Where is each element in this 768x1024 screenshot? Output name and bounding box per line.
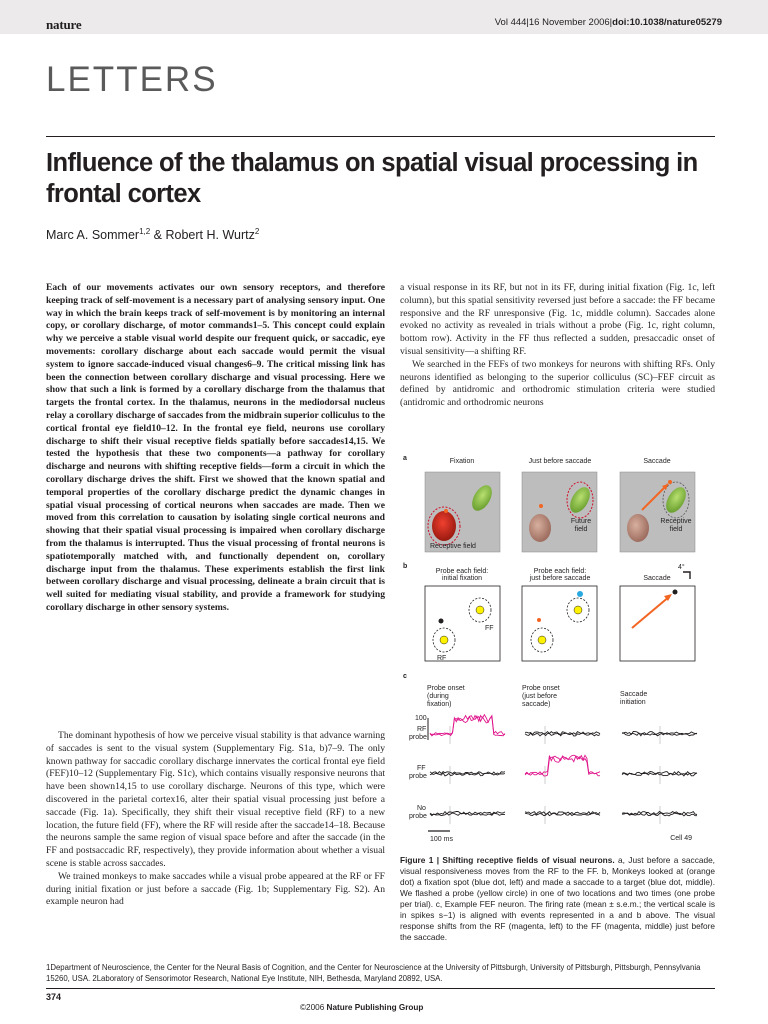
trace-line xyxy=(430,772,505,775)
row-label-ff-1: FF xyxy=(417,765,426,772)
c-col2-line3: saccade) xyxy=(522,701,551,708)
c-col3-line2: initiation xyxy=(620,699,646,706)
issue-info xyxy=(495,17,722,28)
abstract-text: Each of our movements activates our own sensory receptors, and therefore keeping track of self-movement is a necessary part of analysing sensory input. One way in which the brain keeps track of self-movement is by monitoring an internal copy, or corollary discharge, of motor commands1–5. This concept could explain why we perceive a stable visual world despite our frequent quick, or saccadic, eye movements: corollary discharge about each saccade would permit the visual system to ignore saccade-induced visual changes6–9. The critical missing link has been the connection between corollary discharge and visual processing. Here we show that such a link is formed by a corollary discharge from the thalamus that targets the frontal cortex. In the thalamus, neurons in the mediodorsal nucleus relay a corollary discharge of saccades from the midbrain superior colliculus to the cortical frontal eye field10–12. In the frontal eye field, neurons use corollary discharge to shift their visual receptive fields spatially before saccades14,15. We tested the hypothesis that these two components—a pathway for corollary discharge and neurons with shifting receptive fields—form a circuit in which the corollary discharge drives the shift. First we showed that the known spatial and temporal properties of the corollary discharge predict the dynamic changes in spatial visual processing of cortical neurons when saccades are made. Then we moved from this correlation to causation by isolating single cortical neurons and showing that their spatial visual processing is impaired when corollary discharge from the thalamus is interrupted. Thus the visual processing of frontal neurons is spatiotemporally matched with, and functionally dependent on, corollary discharge input from the thalamus. These experiments establish the first link between corollary discharge and visual processing, delineate a brain circuit that is well suited for mediating visual stability, and provide a framework for studying corollary discharge in other sensory systems. xyxy=(46,282,385,613)
panel-b-before xyxy=(522,586,597,661)
label-receptive-field: Receptive field xyxy=(430,543,476,550)
label-receptive: Receptive xyxy=(660,518,692,525)
caption-label: Figure 1 | Shifting receptive fields of visual neurons. xyxy=(400,855,615,865)
publisher: Nature Publishing Group xyxy=(326,1003,424,1012)
body-right-column xyxy=(400,282,715,410)
probe-icon xyxy=(440,636,448,644)
abstract xyxy=(46,282,385,615)
probe-icon xyxy=(476,606,484,614)
label-future: Future xyxy=(570,518,592,525)
c-col3-line1: Saccade xyxy=(620,691,648,698)
y-scale-label: 100 xyxy=(415,715,427,722)
b-col2-line1: Probe each field: xyxy=(533,568,587,575)
b-col2-line2: just before saccade xyxy=(529,575,591,582)
title-rule xyxy=(46,136,715,137)
brain-icon xyxy=(529,514,551,542)
affiliations-footnote: 1Department of Neuroscience, the Center for the Neural Basis of Cognition, and the Center for Neuroscience at the University of Pittsburgh, University of Pittsburgh, Pittsburgh, Pennsylvania 15260, USA. 2Laboratory of Sensorimotor Research, National Eye Institute, NIH, Bethesda, Maryland 20892, USA. xyxy=(46,963,701,983)
brain-icon xyxy=(627,514,649,542)
b-col3: Saccade xyxy=(643,575,671,582)
section-heading: LETTERS xyxy=(46,60,218,99)
copyright xyxy=(300,1003,423,1012)
row-label-ff-2: probe xyxy=(409,773,427,780)
author-joiner: & xyxy=(150,228,166,242)
fixation-dot-icon xyxy=(537,618,541,622)
col-title-fixation: Fixation xyxy=(449,458,475,465)
trace-line xyxy=(430,715,505,735)
panel-c-label: c xyxy=(403,673,407,680)
body-paragraph: We searched in the FEFs of two monkeys for neurons with shifting RFs. Only neurons identified as belonging to the superior colliculus (SC)–FEF circuit as defined by antidromic and orthodromic stimulation criteria were studied (antidromic and orthodromic neurons xyxy=(400,358,715,409)
row-label-none-2: probe xyxy=(409,813,427,820)
c-col1-line3: fixation) xyxy=(427,701,452,708)
c-col2-line1: Probe onset xyxy=(522,685,560,692)
author-list xyxy=(46,228,259,242)
b-col1-line2: initial fixation xyxy=(441,575,483,582)
probe-icon xyxy=(538,636,546,644)
footnote-rule xyxy=(46,988,715,989)
issue-volume: Vol 444|16 November 2006| xyxy=(494,17,613,28)
fixation-dot-icon xyxy=(444,509,448,513)
doi-link[interactable]: doi:10.1038/nature05279 xyxy=(612,17,722,28)
scale-deg: 4° xyxy=(678,564,685,571)
trace-line xyxy=(525,755,600,774)
panel-b-label: b xyxy=(403,563,408,570)
c-col1-line1: Probe onset xyxy=(427,685,465,692)
label-ff: FF xyxy=(485,625,494,632)
label-field: field xyxy=(669,526,683,533)
b-col1-line1: Probe each field: xyxy=(435,568,489,575)
body-paragraph: We trained monkeys to make saccades while a visual probe appeared at the RF or FF during initial fixation or just before a saccade (Fig. 1b; Supplementary Fig. S2). An example neuron had xyxy=(46,870,385,908)
caption-text: a, Just before a saccade, visual responsiveness moves from the RF to the FF. b, Monkeys looked at (orange dot) a fixation spot (blue dot, left) and made a saccade to a target (blue dot, middle). We flashed a probe (yellow circle) in one of two locations and two times (one probe per trial). c, Example FEF neuron. The firing rate (mean ± s.e.m.; the vertical scale is in spikes s−1) is aligned with events represented in a and b above. The visual response shifts from the RF (magenta, left) to the FF (magenta, middle) just before the saccade. xyxy=(400,855,715,942)
author-1-affil: 1,2 xyxy=(139,226,151,236)
copyright-prefix: ©2006 xyxy=(300,1003,327,1012)
leaf-red-icon xyxy=(432,511,456,541)
firing-rate-traces xyxy=(430,715,697,824)
row-label-rf-2: probe xyxy=(409,734,427,741)
row-label-none-1: No xyxy=(417,805,426,812)
scale-bar xyxy=(683,572,690,579)
cell-label: Cell 49 xyxy=(670,835,692,842)
panel-a-label: a xyxy=(403,455,407,462)
page-number: 374 xyxy=(46,992,62,1002)
label-rf: RF xyxy=(437,655,447,662)
body-left-column xyxy=(46,730,385,909)
body-paragraph: a visual response in its RF, but not in its FF, during initial fixation (Fig. 1c, left column), but this spatial sensitivity reversed just before a saccade: the FF became responsive and the RF unresponsive (Fig. 1c, middle column). Saccades alone evoked no activity as revealed in trials without a probe (Fig. 1c, right column, bottom row). Activity in the FF thus reflected a sudden, presaccadic onset of visual sensitivity—a shifting RF. xyxy=(400,282,715,357)
author-2[interactable]: Robert H. Wurtz xyxy=(165,228,255,242)
c-col1-line2: (during xyxy=(427,693,449,700)
c-col2-line2: (just before xyxy=(522,693,558,700)
time-scale-label: 100 ms xyxy=(430,836,453,843)
panel-b-saccade xyxy=(620,586,695,661)
figure-caption xyxy=(400,855,715,943)
journal-name: nature xyxy=(46,17,82,32)
col-title-before: Just before saccade xyxy=(528,458,592,465)
trace-line xyxy=(525,733,600,736)
panel-a-fixation xyxy=(425,472,500,552)
panel-a-saccade xyxy=(620,472,695,552)
author-2-affil: 2 xyxy=(254,226,260,236)
figure-1 xyxy=(400,448,715,848)
body-paragraph: The dominant hypothesis of how we perceive visual stability is that advance warning of saccades is sent to the visual system (Supplementary Fig. S1a, b)7–9. The only known pathway for saccadic corollary discharge innervates the cortical frontal eye field (FEF)10–12 (Supplementary Fig. S1c), which contains visually responsive neurons that have been shown14,15 to use corollary discharge. Neurons of this type, which were discovered in the parietal cortex16, alter their spatial visual processing just before a saccade (Fig. 1a). Specifically, they shift their visual receptive field (RF) to a new location, the future field (FF), where the RF will reside after the saccade14–18. Because the neurons sample the same region of visual space before and after the saccade (in the FF and postsaccadic RF, respectively), they provide information about whether a visual scene is stable across saccades. xyxy=(46,730,385,869)
probe-icon xyxy=(574,606,582,614)
article-title: Influence of the thalamus on spatial visual processing in frontal cortex xyxy=(46,149,698,208)
panel-b-fixation xyxy=(425,586,500,662)
panel-a-before xyxy=(522,472,597,552)
col-title-saccade: Saccade xyxy=(643,458,671,465)
row-label-rf-1: RF xyxy=(417,726,427,733)
fixation-spot-icon xyxy=(439,619,444,624)
target-dot-icon xyxy=(577,591,583,597)
fixation-dot-icon xyxy=(539,504,543,508)
author-1[interactable]: Marc A. Sommer xyxy=(46,228,140,242)
label-field: field xyxy=(574,526,588,533)
